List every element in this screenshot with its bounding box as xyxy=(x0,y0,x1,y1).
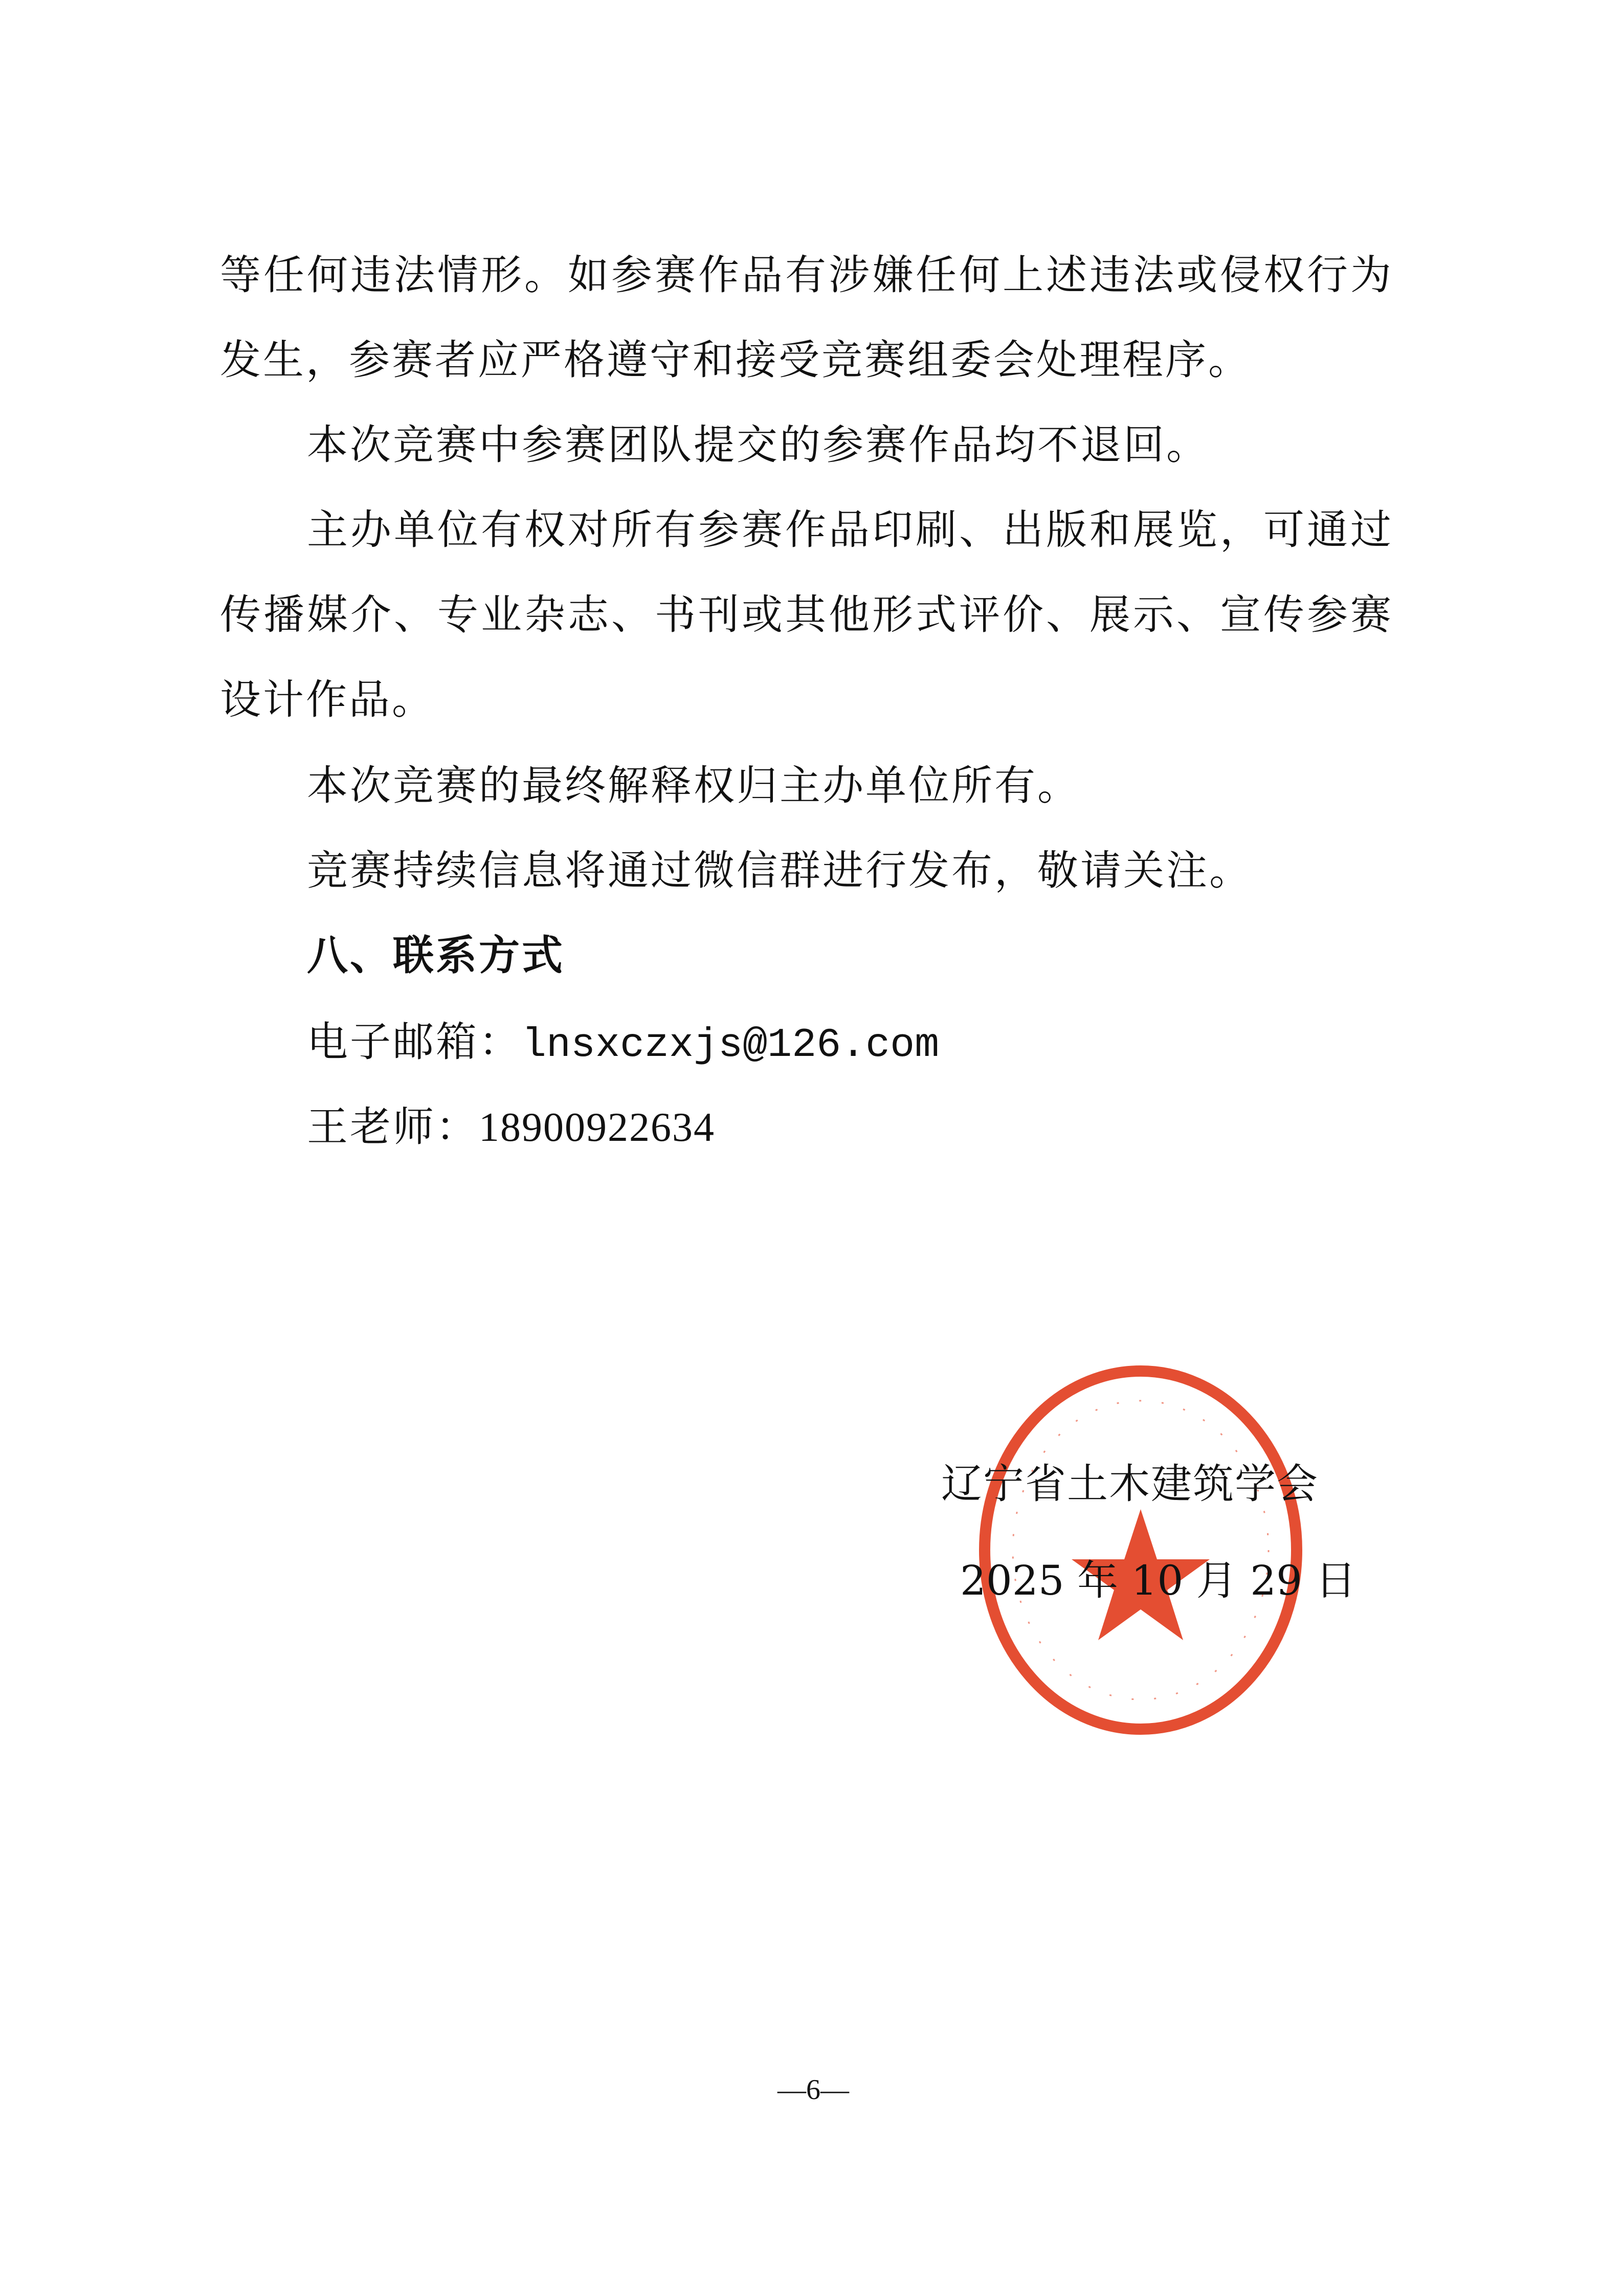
paragraph-line: 主办单位有权对所有参赛作品印刷、出版和展览，可通过 xyxy=(307,506,1394,554)
email-address: lnsxczxjs@126.com xyxy=(522,1022,940,1069)
paragraph-line: 发生，参赛者应严格遵守和接受竞赛组委会处理程序。 xyxy=(220,336,1251,384)
contact-phone-line xyxy=(307,1101,715,1153)
paragraph-line: 设计作品。 xyxy=(220,676,435,723)
paragraph: 本次竞赛中参赛团队提交的参赛作品均不退回。 xyxy=(307,421,1209,469)
email-label: 电子邮箱： xyxy=(307,1018,522,1066)
paragraph-line: 传播媒介、专业杂志、书刊或其他形式评价、展示、宣传参赛 xyxy=(220,591,1394,638)
phone-number: 18900922634 xyxy=(479,1105,715,1150)
official-seal-icon xyxy=(967,1356,1315,1745)
paragraph: 竞赛持续信息将通过微信群进行发布，敬请关注。 xyxy=(307,847,1252,894)
signature-date: 2025 年 10 月 29 日 xyxy=(960,1557,1357,1604)
page-number: —6— xyxy=(777,2074,849,2106)
section-heading: 八、联系方式 xyxy=(307,932,565,979)
phone-label: 王老师： xyxy=(307,1103,479,1151)
paragraph-line: 等任何违法情形。如参赛作品有涉嫌任何上述违法或侵权行为 xyxy=(220,251,1394,299)
paragraph: 本次竞赛的最终解释权归主办单位所有。 xyxy=(307,762,1080,809)
signature-organization: 辽宁省土木建筑学会 xyxy=(941,1460,1319,1508)
contact-email-line xyxy=(307,1017,939,1068)
